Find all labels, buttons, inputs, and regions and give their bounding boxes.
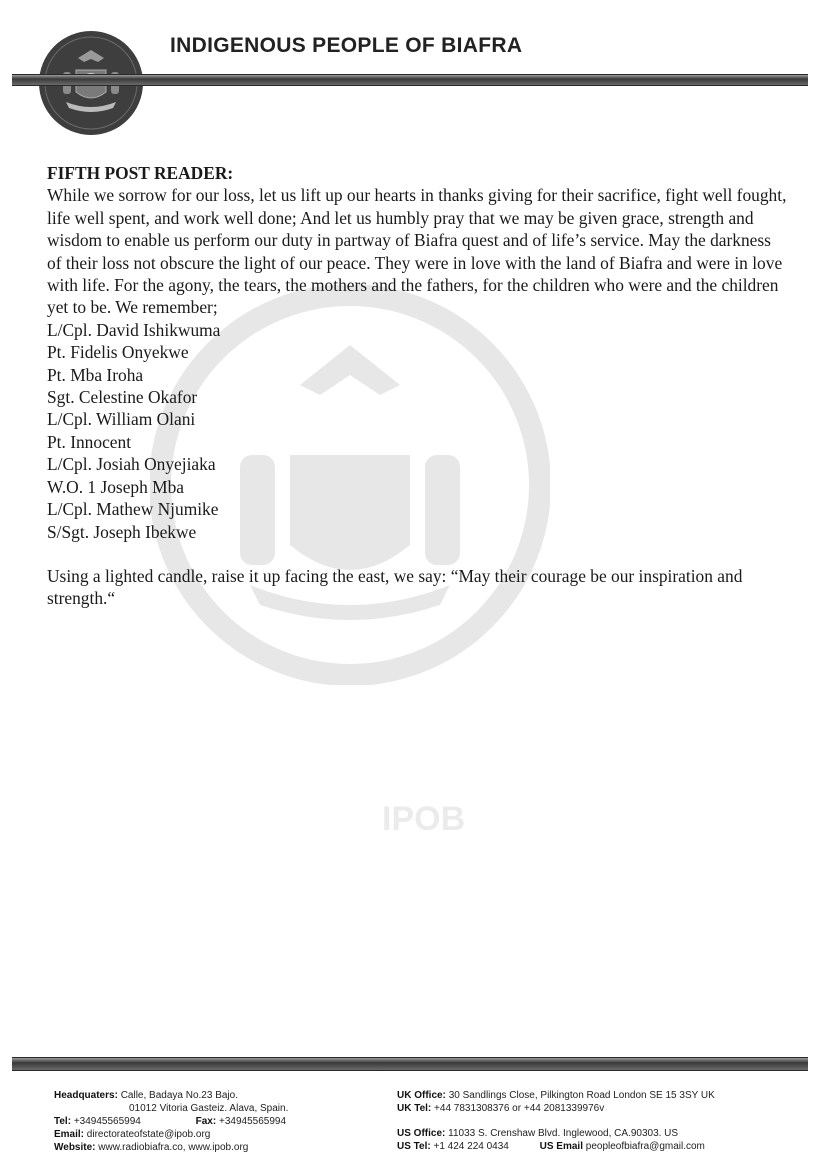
uk-office-address: 30 Sandlings Close, Pilkington Road London SE 15 3SY UK [448,1090,715,1101]
uk-tel-value: +44 7831308376 or +44 2081339976v [434,1103,605,1114]
hq-address-line1: Calle, Badaya No.23 Bajo. [120,1090,238,1101]
us-tel-label: US Tel: [397,1141,431,1152]
website-label: Website: [54,1142,96,1153]
closing-paragraph: Using a lighted candle, raise it up facing the east, we say: “May their courage be our inspiration and strength.“ [47,565,743,609]
list-item: L/Cpl. William Olani [47,409,196,430]
hq-label: Headquaters: [54,1090,118,1101]
email-label: Email: [54,1129,85,1140]
remembered-names-list [47,319,787,543]
email-link[interactable]: directorateofstate@ipob.org [86,1129,211,1140]
list-item: Pt. Innocent [47,431,132,452]
fax-value: +34945565994 [218,1116,287,1127]
footer-divider [12,1057,808,1071]
list-item: S/Sgt. Joseph Ibekwe [47,521,197,542]
website-link[interactable]: www.radiobiafra.co, www.ipob.org [98,1142,249,1153]
tribute-paragraph: While we sorrow for our loss, let us lift up our hearts in thanks giving for their sacrifice, fight well fought, life well spent, and work well done; And let us humbly pray that we may be given grace, strength and wisdom to enable us perform our duty in partway of Biafra quest and of life’s service. May the darkness of their loss not obscure the light of our peace. They were in love with the land of Biafra and were in love with life. For the agony, the tears, the mothers and the fathers, for the children who were and the children yet to be. We remember; [47,185,787,318]
us-email-label: US Email [539,1141,583,1152]
list-item: L/Cpl. Mathew Njumike [47,499,219,520]
us-office-address: 11033 S. Crenshaw Blvd. Inglewood, CA.90303. US [448,1128,679,1139]
document-body [47,162,787,610]
footer-headquarters [54,1089,354,1154]
uk-tel-label: UK Tel: [397,1103,432,1114]
watermark-ipob-text: IPOB [382,800,466,838]
us-email-link[interactable]: peopleofbiafra@gmail.com [585,1141,705,1152]
list-item: L/Cpl. David Ishikwuma [47,319,221,340]
us-office-label: US Office: [397,1128,446,1139]
list-item: Sgt. Celestine Okafor [47,387,198,408]
tel-label: Tel: [54,1116,72,1127]
fax-label: Fax: [195,1116,217,1127]
tel-value: +34945565994 [73,1116,141,1127]
footer-international-offices [397,1089,797,1153]
uk-office-label: UK Office: [397,1090,446,1101]
list-item: Pt. Fidelis Onyekwe [47,342,189,363]
hq-address-line2: 01012 Vitoria Gasteiz. Alava, Spain. [129,1103,289,1114]
list-item: Pt. Mba Iroha [47,364,144,385]
list-item: W.O. 1 Joseph Mba [47,476,185,497]
organization-title: INDIGENOUS PEOPLE OF BIAFRA [170,34,523,57]
list-item: L/Cpl. Josiah Onyejiaka [47,454,216,475]
section-heading: FIFTH POST READER: [47,163,234,183]
us-tel-value: +1 424 224 0434 [433,1141,509,1152]
header-divider [12,74,808,86]
